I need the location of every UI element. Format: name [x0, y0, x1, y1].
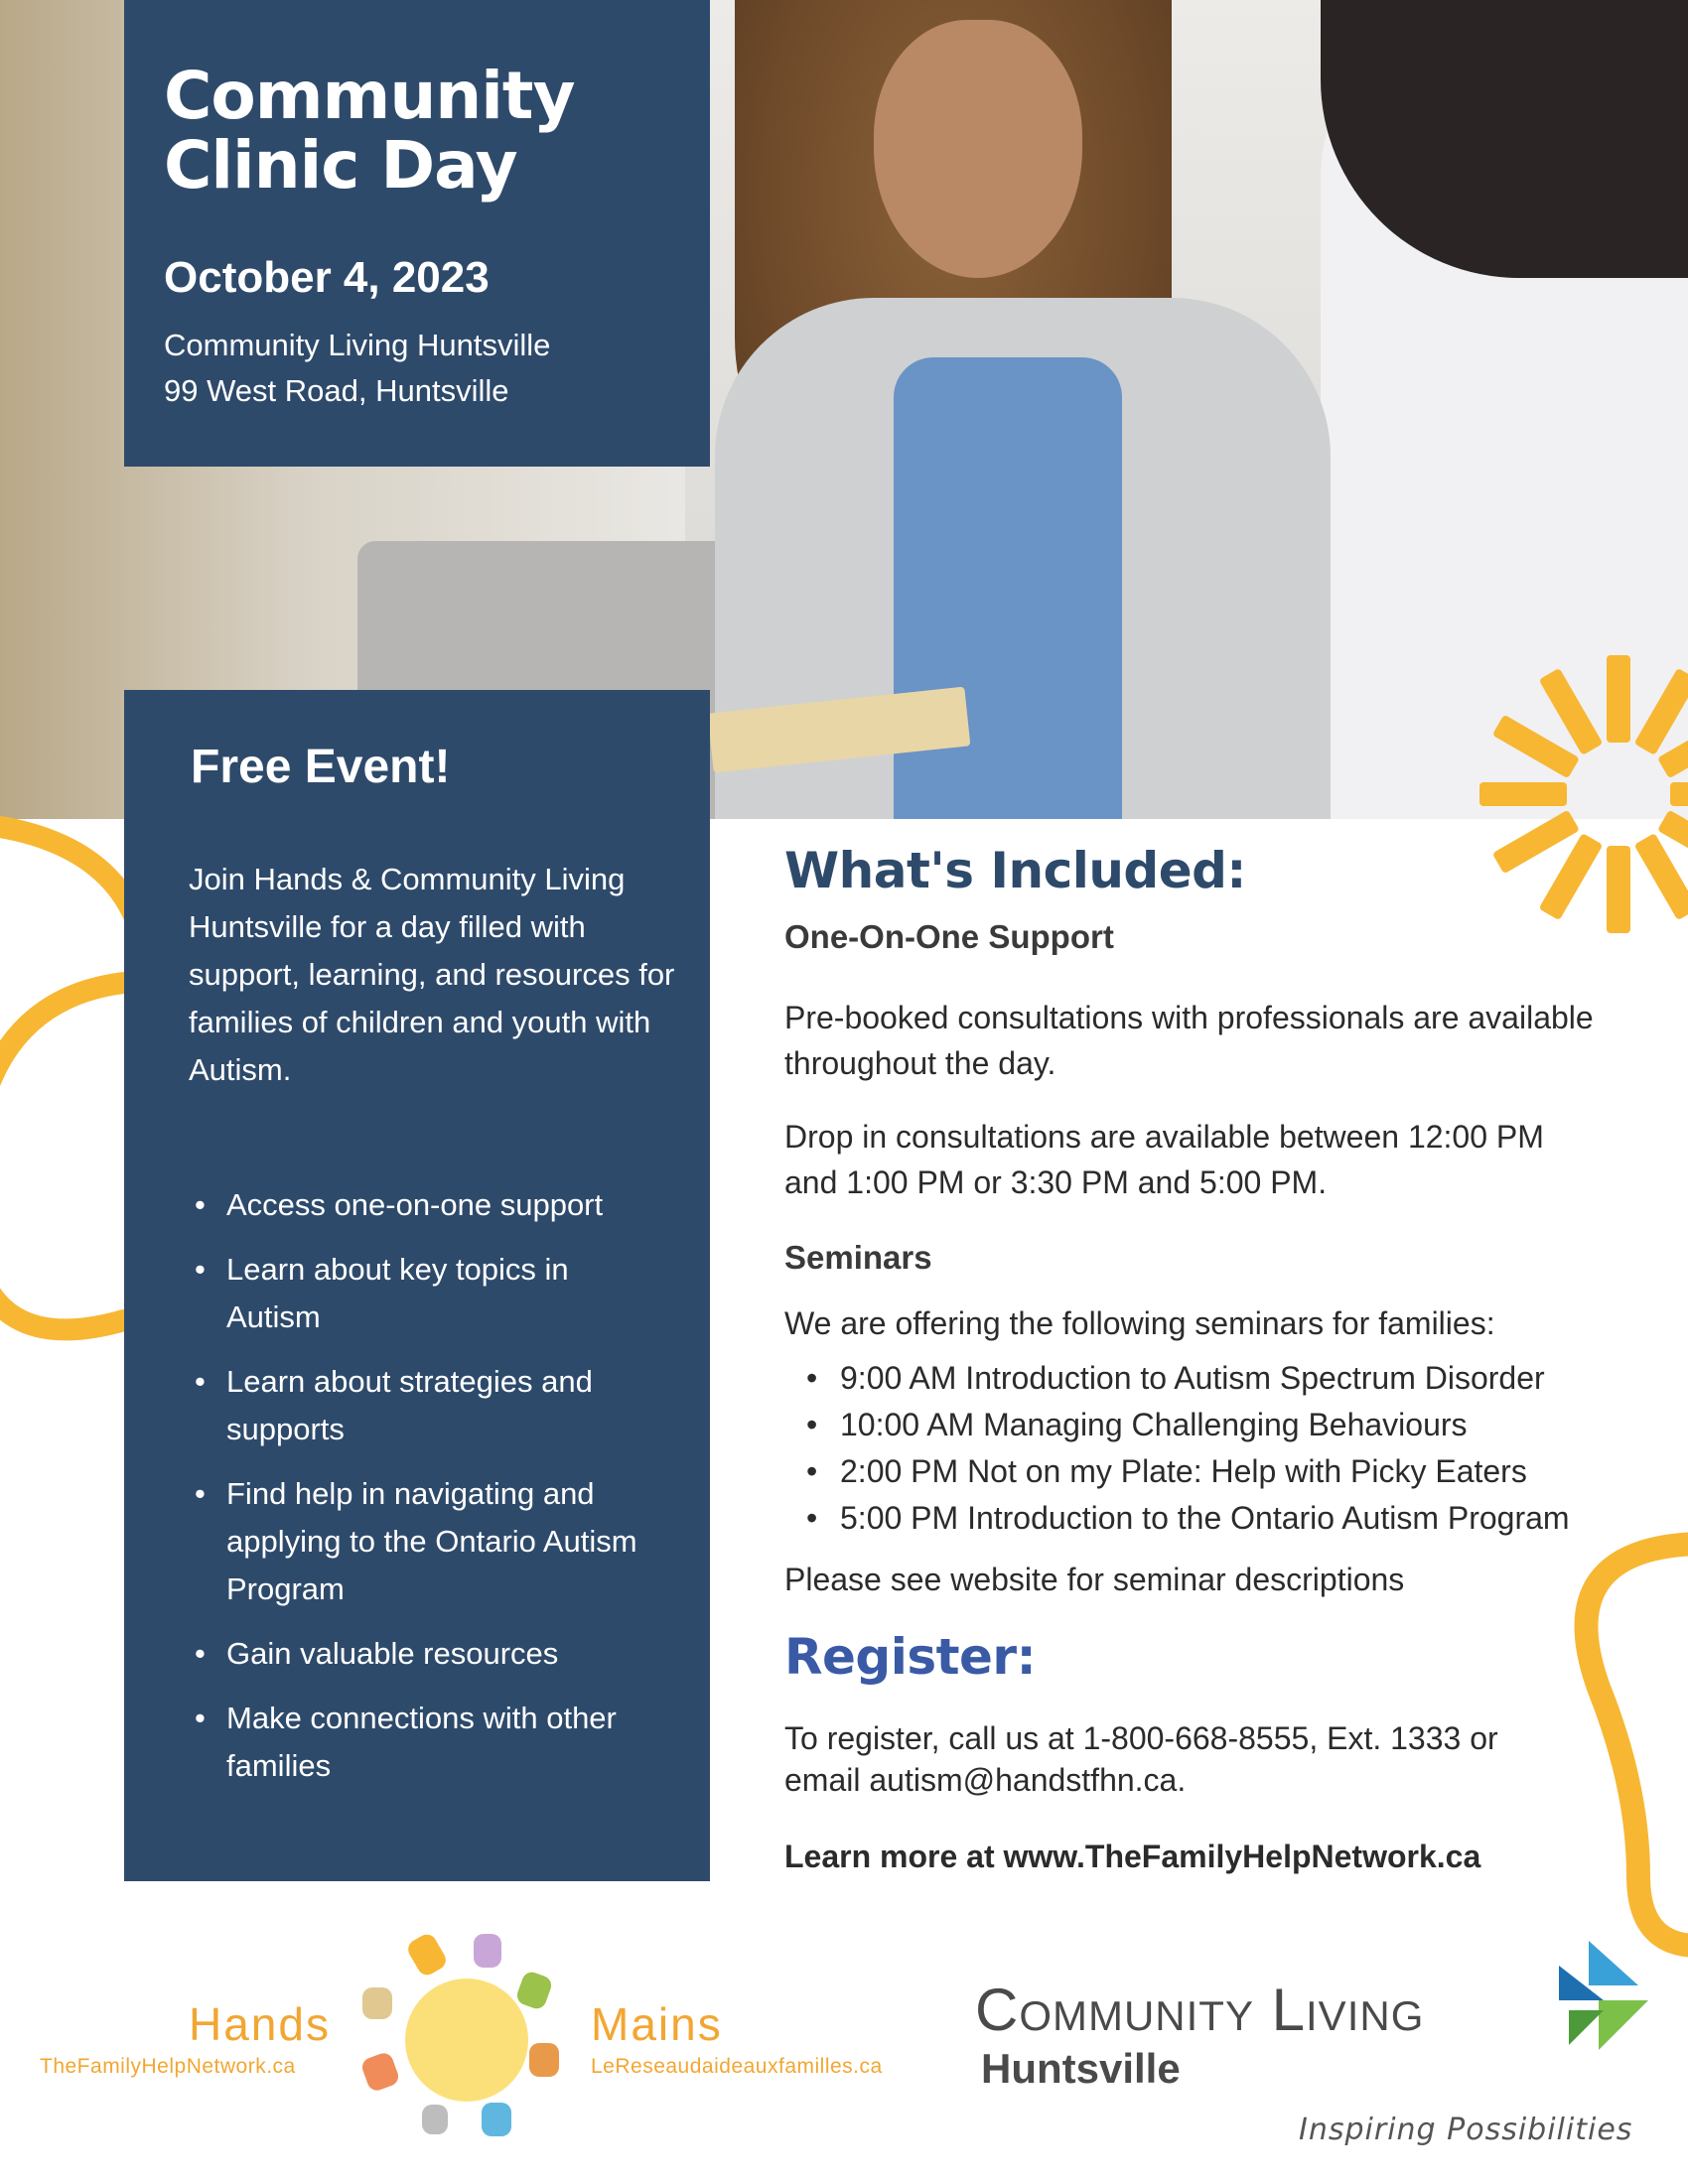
list-item: • Learn about key topics in Autism [189, 1246, 604, 1341]
register-heading: Register: [784, 1628, 1037, 1686]
learn-more-link[interactable]: Learn more at www.TheFamilyHelpNetwork.ca [784, 1839, 1481, 1874]
list-item: • Make connections with other families [189, 1695, 693, 1790]
free-event-heading: Free Event! [191, 741, 451, 793]
community-living-location: Huntsville [981, 2045, 1181, 2092]
intro-text: Join Hands & Community Living Huntsville for a day filled with support, learning, and resources for families of children and youth with Autism. [189, 862, 675, 1087]
hands-logo-icon [352, 1926, 581, 2154]
community-living-tagline: Inspiring Possibilities [1299, 2113, 1633, 2147]
list-item: • 10:00 AM Managing Challenging Behaviours [806, 1402, 1570, 1448]
one-on-one-para-1: Pre-booked consultations with professionals are available throughout the day. [784, 1000, 1594, 1081]
included-heading: What's Included: [784, 842, 1246, 899]
seminars-note: Please see website for seminar descriptions [784, 1562, 1405, 1597]
seminars-list [806, 1355, 1570, 1542]
seminars-heading: Seminars [784, 1239, 932, 1276]
list-item: • Gain valuable resources [189, 1630, 685, 1678]
title-line-1: Community [164, 58, 575, 134]
list-item: • 2:00 PM Not on my Plate: Help with Picky Eaters [806, 1448, 1570, 1495]
community-living-name: Community Living [975, 1977, 1425, 2043]
title-line-2: Clinic Day [164, 127, 517, 204]
venue-name: Community Living Huntsville [164, 328, 551, 362]
mains-wordmark: Mains [591, 1998, 723, 2050]
event-date: October 4, 2023 [164, 253, 490, 302]
register-text: To register, call us at 1-800-668-8555, Ext. 1333 or email autism@handstfhn.ca. [784, 1720, 1498, 1798]
page-title [164, 58, 575, 204]
community-living-logo-icon [1549, 1941, 1648, 2060]
venue-address: 99 West Road, Huntsville [164, 373, 509, 408]
one-on-one-heading: One-On-One Support [784, 918, 1114, 955]
list-item: • 9:00 AM Introduction to Autism Spectrum Disorder [806, 1355, 1570, 1402]
list-item: • Find help in navigating and applying to the Ontario Autism Program [189, 1470, 683, 1613]
mains-url[interactable]: LeReseaudaideauxfamilles.ca [591, 2055, 883, 2078]
hands-url[interactable]: TheFamilyHelpNetwork.ca [40, 2055, 296, 2078]
hands-wordmark: Hands [189, 1998, 331, 2050]
one-on-one-para-2: Drop in consultations are available between 12:00 PM and 1:00 PM or 3:30 PM and 5:00 PM. [784, 1119, 1544, 1200]
benefits-list [189, 1181, 685, 1807]
list-item: • Learn about strategies and supports [189, 1358, 683, 1453]
seminars-intro: We are offering the following seminars for families: [784, 1305, 1495, 1341]
event-venue [164, 323, 550, 414]
list-item: • 5:00 PM Introduction to the Ontario Autism Program [806, 1495, 1570, 1542]
list-item: • Access one-on-one support [189, 1181, 685, 1229]
